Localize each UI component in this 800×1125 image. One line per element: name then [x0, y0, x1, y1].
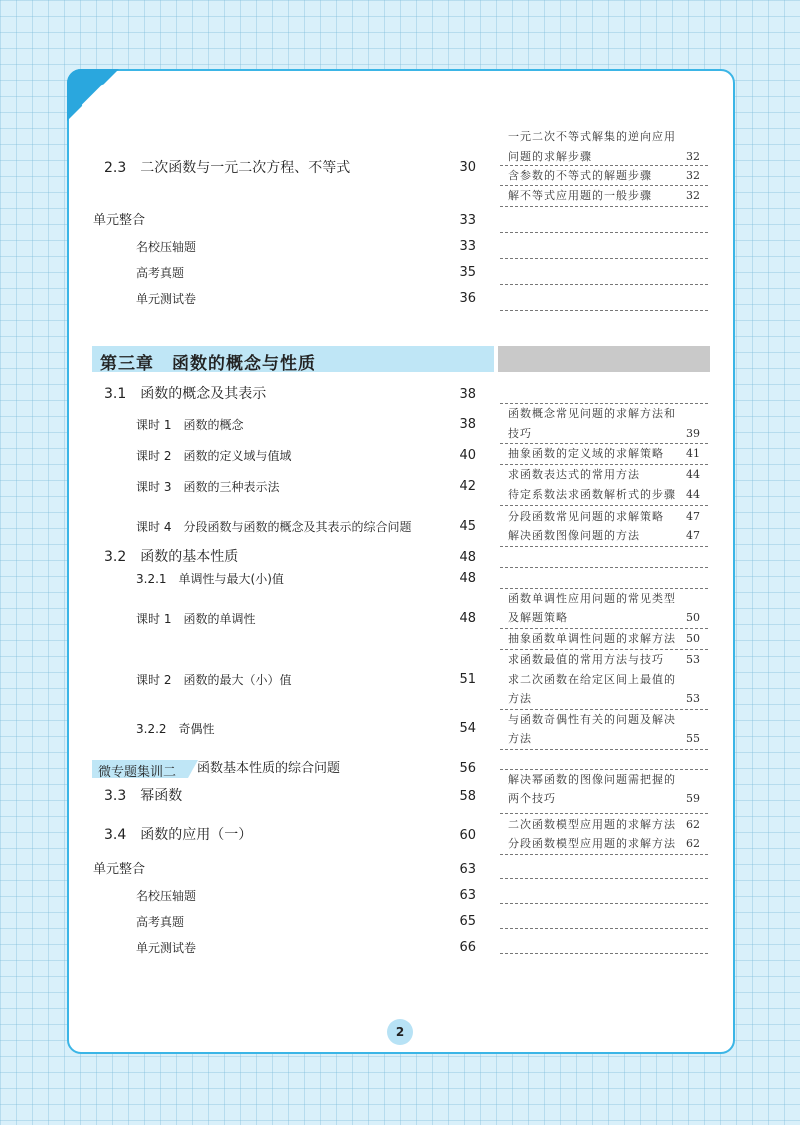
note-page: 44: [686, 468, 700, 481]
note-rule: [500, 628, 708, 629]
note-line: 分段函数常见问题的求解策略: [508, 510, 664, 523]
note-line: 方法: [508, 692, 532, 705]
note-page: 41: [686, 447, 700, 460]
note-line: 待定系数法求函数解析式的步骤: [508, 488, 676, 501]
note-rule: [500, 165, 708, 166]
toc-entry-3-2-1[interactable]: 3.2.1 单调性与最大(小)值: [136, 572, 284, 586]
note-line: 一元二次不等式解集的逆向应用: [508, 130, 676, 143]
note-line: 含参数的不等式的解题步骤: [508, 169, 652, 182]
note-line: 方法: [508, 732, 532, 745]
note-page: 55: [686, 732, 700, 745]
toc-entry-lesson[interactable]: 课时 1 函数的概念: [136, 418, 244, 432]
note-rule: [500, 505, 708, 506]
toc-page: 42: [459, 479, 476, 494]
toc-entry-unit-test[interactable]: 单元测试卷: [136, 292, 197, 306]
toc-page: 65: [459, 914, 476, 929]
note-page: 47: [686, 510, 700, 523]
note-page: 50: [686, 632, 700, 645]
note-page: 53: [686, 692, 700, 705]
toc-page: 51: [459, 672, 476, 687]
note-rule: [500, 769, 708, 770]
note-rule: [500, 813, 708, 814]
note-line: 问题的求解步骤: [508, 150, 592, 163]
note-rule: [500, 709, 708, 710]
note-line: 求函数表达式的常用方法: [508, 468, 640, 481]
note-rule: [500, 903, 708, 904]
note-rule: [500, 878, 708, 879]
toc-page: 58: [459, 789, 476, 804]
toc-entry-exam-questions[interactable]: 高考真题: [136, 266, 185, 280]
note-rule: [500, 588, 708, 589]
toc-page: 63: [459, 862, 476, 877]
toc-entry-special-topic[interactable]: 函数基本性质的综合问题: [197, 761, 341, 776]
note-page: 62: [686, 837, 700, 850]
note-line: 解决幂函数的图像问题需把握的: [508, 773, 676, 786]
paperclip-icon: [73, 75, 113, 115]
corner-decoration: [67, 69, 119, 121]
note-page: 59: [686, 792, 700, 805]
toc-entry-lesson[interactable]: 课时 2 函数的最大（小）值: [136, 673, 292, 687]
note-rule: [500, 749, 708, 750]
note-line: 及解题策略: [508, 611, 568, 624]
notes-header-bar: [498, 346, 710, 372]
toc-entry-exam-questions[interactable]: 高考真题: [136, 915, 185, 929]
note-line: 抽象函数的定义域的求解策略: [508, 447, 664, 460]
toc-entry-2-3[interactable]: 2.3 二次函数与一元二次方程、不等式: [104, 160, 351, 176]
toc-page: 63: [459, 888, 476, 903]
note-line: 求函数最值的常用方法与技巧: [508, 653, 664, 666]
note-rule: [500, 464, 708, 465]
toc-page: 56: [459, 761, 476, 776]
toc-entry-lesson[interactable]: 课时 1 函数的单调性: [136, 612, 256, 626]
note-line: 解不等式应用题的一般步骤: [508, 189, 652, 202]
toc-entry-3-3[interactable]: 3.3 幂函数: [104, 788, 183, 804]
toc-page: 35: [459, 265, 476, 280]
note-line: 与函数奇偶性有关的问题及解决: [508, 713, 676, 726]
note-rule: [500, 403, 708, 404]
note-page: 53: [686, 653, 700, 666]
toc-entry-3-2[interactable]: 3.2 函数的基本性质: [104, 549, 239, 565]
toc-entry-3-4[interactable]: 3.4 函数的应用（一）: [104, 827, 253, 843]
note-line: 求二次函数在给定区间上最值的: [508, 673, 676, 686]
note-rule: [500, 232, 708, 233]
toc-page: 38: [459, 417, 476, 432]
toc-page: 60: [459, 828, 476, 843]
toc-entry-hard-problems[interactable]: 名校压轴题: [136, 240, 197, 254]
special-topic-tag: 微专题集训二: [92, 760, 188, 778]
note-line: 函数概念常见问题的求解方法和: [508, 407, 676, 420]
toc-page: 54: [459, 721, 476, 736]
toc-page: 45: [459, 519, 476, 534]
note-rule: [500, 443, 708, 444]
note-page: 44: [686, 488, 700, 501]
note-page: 39: [686, 427, 700, 440]
note-rule: [500, 649, 708, 650]
toc-page: 40: [459, 448, 476, 463]
chapter-title: 第三章 函数的概念与性质: [100, 354, 316, 374]
note-page: 32: [686, 169, 700, 182]
toc-entry-lesson[interactable]: 课时 3 函数的三种表示法: [136, 480, 280, 494]
toc-page: 38: [459, 387, 476, 402]
toc-entry-lesson[interactable]: 课时 4 分段函数与函数的概念及其表示的综合问题: [136, 520, 412, 534]
note-rule: [500, 546, 708, 547]
toc-page: 66: [459, 940, 476, 955]
note-line: 技巧: [508, 427, 532, 440]
toc-page: 33: [459, 213, 476, 228]
note-rule: [500, 284, 708, 285]
note-line: 分段函数模型应用题的求解方法: [508, 837, 676, 850]
toc-page: 48: [459, 571, 476, 586]
toc-entry-3-2-2[interactable]: 3.2.2 奇偶性: [136, 722, 215, 736]
page-number: 2: [387, 1019, 413, 1045]
note-line: 解决函数图像问题的方法: [508, 529, 640, 542]
toc-entry-3-1[interactable]: 3.1 函数的概念及其表示: [104, 386, 267, 402]
note-rule: [500, 854, 708, 855]
toc-page: 48: [459, 550, 476, 565]
note-rule: [500, 185, 708, 186]
note-line: 抽象函数单调性问题的求解方法: [508, 632, 676, 645]
toc-entry-hard-problems[interactable]: 名校压轴题: [136, 889, 197, 903]
toc-entry-lesson[interactable]: 课时 2 函数的定义域与值域: [136, 449, 292, 463]
note-rule: [500, 928, 708, 929]
note-rule: [500, 953, 708, 954]
note-rule: [500, 258, 708, 259]
note-line: 函数单调性应用问题的常见类型: [508, 592, 676, 605]
note-line: 两个技巧: [508, 792, 556, 805]
note-page: 32: [686, 150, 700, 163]
toc-entry-unit-review[interactable]: 单元整合: [93, 213, 146, 228]
note-page: 47: [686, 529, 700, 542]
chapter-heading: [92, 346, 494, 372]
toc-page: 33: [459, 239, 476, 254]
toc-page: 30: [459, 160, 476, 175]
note-line: 二次函数模型应用题的求解方法: [508, 818, 676, 831]
toc-entry-unit-review[interactable]: 单元整合: [93, 862, 146, 877]
note-rule: [500, 567, 708, 568]
note-rule: [500, 206, 708, 207]
note-page: 50: [686, 611, 700, 624]
note-page: 62: [686, 818, 700, 831]
toc-page: 36: [459, 291, 476, 306]
note-rule: [500, 310, 708, 311]
toc-entry-unit-test[interactable]: 单元测试卷: [136, 941, 197, 955]
toc-page: 48: [459, 611, 476, 626]
note-page: 32: [686, 189, 700, 202]
